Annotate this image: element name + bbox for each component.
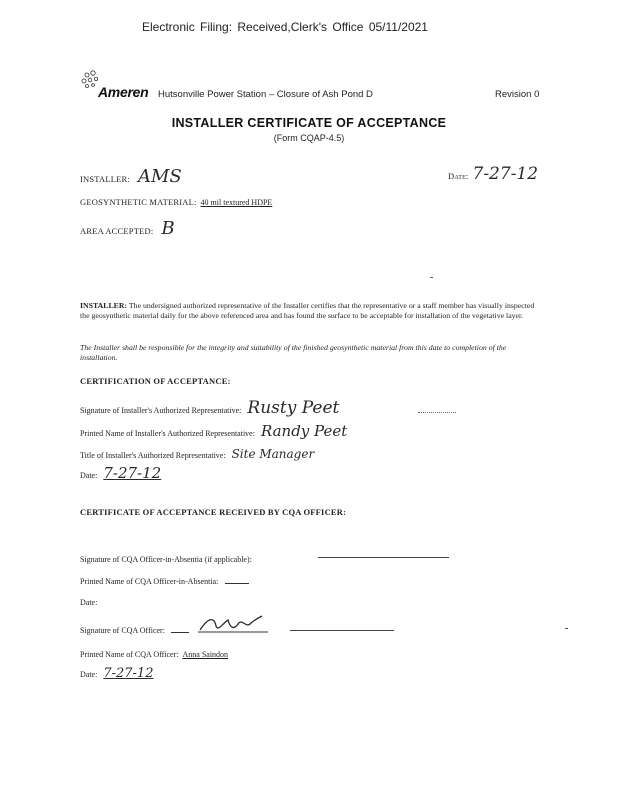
statement-text: The undersigned authorized representative of the Installer certifies that the representative or a staff member has visually inspected the geosynthetic material daily for the above referenced area and has found the surface to be acceptable for installation of the vegetative layer.	[80, 301, 535, 320]
responsibility-text: The Installer shall be responsible for the integrity and suitability of the finished geosynthetic material from this date to completion of the installation.	[80, 343, 507, 362]
installer-signature-row	[80, 398, 339, 418]
officer-signature-lead-line	[171, 631, 189, 633]
installer-date-label: Date:	[80, 471, 98, 480]
geosynthetic-row	[80, 192, 272, 210]
page-title: INSTALLER CERTIFICATE OF ACCEPTANCE	[171, 116, 447, 130]
scan-speck	[430, 277, 433, 278]
installer-printed-label: Printed Name of Installer's Authorized Representative:	[80, 429, 255, 438]
officer-signature-image	[198, 612, 270, 638]
officer-name-row	[80, 644, 228, 662]
installer-date-value: 7-27-12	[103, 464, 162, 482]
officer-date-row	[80, 664, 153, 682]
installer-title-label: Title of Installer's Authorized Representative:	[80, 451, 226, 460]
absentia-date-label: Date:	[80, 598, 98, 607]
installer-title-value: Site Manager	[231, 447, 315, 461]
absentia-signature-line	[318, 557, 449, 558]
cqa-heading: CERTIFICATE OF ACCEPTANCE RECEIVED BY CQA OFFICER:	[80, 507, 347, 517]
date-top-row	[448, 164, 538, 184]
area-value: B	[161, 218, 175, 239]
absentia-name-row	[80, 571, 249, 589]
absentia-signature-row	[80, 549, 252, 567]
form-number: (Form CQAP-4.5)	[273, 133, 345, 143]
filing-stamp: Electronic Filing: Received,Clerk's Office 05/11/2021	[142, 20, 428, 34]
installer-title-row	[80, 445, 314, 463]
date-top-label: Date:	[448, 171, 469, 181]
ameren-logo	[78, 68, 149, 100]
absentia-name-label: Printed Name of CQA Officer-in-Absentia:	[80, 577, 219, 586]
signature-date-line	[418, 412, 456, 413]
installer-signature: Rusty Peet	[247, 398, 340, 418]
officer-date-value: 7-27-12	[103, 666, 154, 681]
installer-value: AMS	[137, 166, 182, 187]
geosynthetic-label: GEOSYNTHETIC MATERIAL:	[80, 197, 197, 207]
statement-lead: INSTALLER:	[80, 301, 128, 310]
revision-label: Revision 0	[495, 89, 540, 100]
project-header: Hutsonville Power Station – Closure of Ash Pond D	[158, 89, 373, 100]
installer-signature-label: Signature of Installer's Authorized Representative:	[80, 406, 242, 415]
absentia-date-row	[80, 592, 97, 610]
installer-printed-name: Randy Peet	[260, 422, 348, 440]
installer-statement	[80, 301, 540, 320]
installer-label: INSTALLER:	[80, 174, 130, 184]
officer-date-label: Date:	[80, 670, 98, 679]
absentia-signature-label: Signature of CQA Officer-in-Absentia (if applicable):	[80, 555, 252, 564]
officer-name-value: Anna Saindon	[182, 650, 229, 659]
officer-signature-line	[290, 630, 394, 631]
installer-row	[80, 166, 182, 187]
company-name: Ameren	[98, 84, 149, 100]
responsibility-statement	[80, 343, 540, 362]
installer-date-row	[80, 464, 161, 483]
scan-speck-2	[565, 628, 568, 629]
officer-signature-label: Signature of CQA Officer:	[80, 626, 165, 635]
absentia-name-line	[225, 582, 249, 584]
officer-name-label: Printed Name of CQA Officer:	[80, 650, 179, 659]
officer-signature-row	[80, 620, 189, 638]
geosynthetic-value: 40 mil textured HDPE	[200, 198, 273, 207]
certification-heading: CERTIFICATION OF ACCEPTANCE:	[80, 376, 231, 386]
area-row	[80, 218, 175, 239]
area-label: AREA ACCEPTED:	[80, 226, 154, 236]
date-top-value: 7-27-12	[472, 164, 539, 184]
installer-printed-row	[80, 422, 347, 441]
